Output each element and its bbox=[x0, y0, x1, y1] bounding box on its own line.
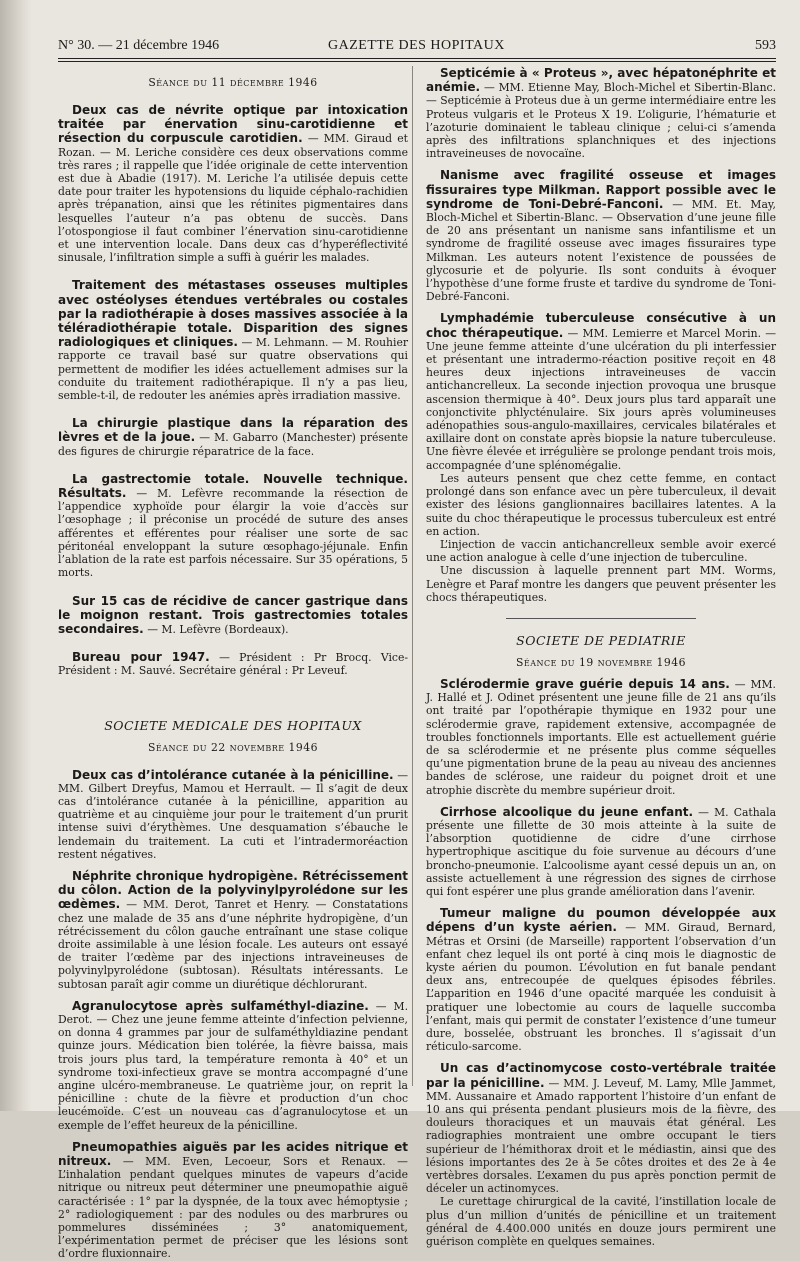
article-body: — MM. J. Hallé et J. Odinet présentent une jeune fille de 21 ans qu’ils ont traité par l’opothérapie thymique en 1932 pour une sclérodermie grave, rapidement extensive, accompagnée de troubles fonctionnels importants. Elle est actuellement guérie de sa sclérodermie et ne présente plus comme séquelles qu’une pigmentation brune de la peau au niveau des anciennes bandes de sclérose, une raideur du poignet droit et une atrophie discrète du membre supérieur droit. bbox=[426, 677, 776, 797]
article bbox=[58, 472, 408, 580]
article-title: Cirrhose alcoolique du jeune enfant. bbox=[440, 804, 694, 819]
page-header bbox=[58, 38, 776, 56]
article bbox=[426, 66, 776, 160]
article-title: Pneumopathies aiguës par les acides nitrique et nitreux. bbox=[58, 1139, 408, 1168]
article-body: — M. Cathala présente une fillette de 30 mois atteinte à la suite de l’absorption quotidienne de cidre d’une cirrhose hypertrophique ascitique du foie survenue au décours d’une broncho-pneumonie. L’alcoolisme ayant cessé depuis un an, on assiste actuellement à une régression des signes de cirrhose qui font espérer une plus grande amélioration dans l’avenir. bbox=[426, 805, 777, 898]
article bbox=[426, 677, 776, 797]
article-body: — M. Lefèvre (Bordeaux). bbox=[147, 622, 289, 636]
article bbox=[426, 805, 776, 898]
article-body: — MM. Even, Lecoeur, Sors et Renaux. — L’inhalation pendant quelques minutes de vapeurs d’acide nitrique ou nitreux peut déterminer une pneumopathie aiguë caractérisée : 1° par la dyspnée, de la toux avec hémoptysie ; 2° radiologiquement : par des nodules ou des marbrures ou pommelures disséminées ; 3° anatomiquement, l’expérimentation permet de préciser que les lésions sont d’ordre fluxionnaire. bbox=[58, 1155, 408, 1261]
article-title: Agranulocytose après sulfaméthyl-diazine. bbox=[72, 998, 369, 1013]
article-paragraph: Le curettage chirurgical de la cavité, l’instillation locale de plus d’un million d’unités de pénicilline et un traitement général de 4.400.000 unités en douze jours permirent une guérison complète en quelques semaines. bbox=[426, 1195, 776, 1249]
article bbox=[58, 594, 408, 637]
article-body: — MM. Etienne May, Bloch-Michel et Sibertin-Blanc. — Septicémie à Proteus due à un germe intermédiaire entre les Proteus vulgaris et le Proteus X 19. L’oligurie, l’hématurie et l’azoturie dominaient le tableau clinique ; celui-ci s’amenda après des infiltrations splanchniques et des injections intraveineuses de novocaïne. bbox=[426, 81, 776, 161]
article-body: — MM. Derot, Tanret et Henry. — Constatations chez une malade de 35 ans d’une néphrite hydropigène, d’un rétrécissement du côlon gauche entraînant une stase colique droite assimilable à une lésion focale. Les auteurs ont essayé de traiter l’œdème par des injections intraveineuses de polyvinylpyrolédone (subtosan). Résultats intéressants. Le subtosan paraît agir comme un diurétique déchlorurant. bbox=[58, 898, 408, 991]
article-title: Tumeur maligne du poumon développée aux dépens d’un kyste aérien. bbox=[426, 906, 776, 935]
article-title: Traitement des métastases osseuses multiples avec ostéolyses étendues vertébrales ou costales par la radiothérapie à doses massives associée à la téléradiothérapie totale. Disparition des signes radiologiques et cliniques. bbox=[58, 278, 408, 350]
article bbox=[426, 1061, 776, 1195]
article-body: — MM. Lemierre et Marcel Morin. — Une jeune femme atteinte d’une ulcération du pli interfessier et présentant une intradermo-réaction positive reçoit en 48 heures deux injections intraveineuses de vaccin antichancrelleux. La seconde injection provoqua une brusque ascension thermique à 40°. Deux jours plus tard apparaît une conjonctivite phlycténulaire. Six jours après volumineuses adénopathies sous-angulo-maxillaires, cervicales bilatérales et axillaire dont on constate après biopsie la nature tuberculeuse. Une fièvre élevée et irrégulière se prolonge pendant trois mois, accompagnée d’une splénomégalie. bbox=[426, 326, 777, 472]
article-title: Deux cas d’intolérance cutanée à la pénicilline. bbox=[72, 767, 394, 782]
article-body: — MM. J. Leveuf, M. Lamy, Mlle Jammet, MM. Aussanaire et Amado rapportent l’histoire d’un enfant de 10 ans qui présenta pendant plusieurs mois de la fièvre, des douleurs thoraciques et un mauvais état général. Les radiographies montraient une ombre occupant le tiers supérieur de l’hémithorax droit et le médiastin, ainsi que des lésions importantes des 2e à 5e côtes droites et des 2e à 4e vertèbres dorsales. L’examen du pus après ponction permit de déceler un actinomyces. bbox=[426, 1076, 776, 1196]
article bbox=[426, 311, 776, 471]
article-title: Nanisme avec fragilité osseuse et images fissuraires type Milkman. Rapport possible avec le syndrome de Toni-Debré-Fanconi. bbox=[426, 168, 776, 211]
article bbox=[58, 1140, 408, 1261]
article-paragraph: Une discussion à laquelle prennent part MM. Worms, Lenègre et Paraf montre les dangers que peuvent présenter les chocs thérapeutiques. bbox=[426, 564, 776, 604]
left-column bbox=[58, 66, 408, 1261]
session-heading: Séance du 22 novembre 1946 bbox=[147, 740, 319, 754]
article-title: Néphrite chronique hydropigène. Rétrécissement du côlon. Action de la polyvinylpyrolédone sur les œdèmes. bbox=[58, 868, 408, 912]
article-body: — M. Lehmann. — M. Rouhier rapporte ce travail basé sur quatre observations qui permettent de modifier les idées actuellement admises sur la conduite du traitement radiothérapique. Il n’y a pas lieu, semble-t-il, de redouter les anémies après irradiation massive. bbox=[58, 336, 408, 403]
article-title: Bureau pour 1947. bbox=[72, 650, 210, 665]
journal-title: GAZETTE DES HOPITAUX bbox=[328, 38, 505, 53]
article-body: — MM. Et. May, Bloch-Michel et Sibertin-Blanc. — Observation d’une jeune fille de 20 ans présentant un nanisme sans infantilisme et un syndrome de fragilité osseuse avec images fissuraires type Milkman. Les auteurs notent l’existence de poussées de glycosurie et de polyurie. Ils sont conduits à évoquer l’hypothèse d’une forme fruste et tardive du syndrome de Toni-Debré-Fanconi. bbox=[426, 197, 776, 304]
article-title: Un cas d’actinomycose costo-vertébrale traitée par la pénicilline. bbox=[426, 1061, 776, 1090]
article-paragraph: L’injection de vaccin antichancrelleux semble avoir exercé une action analogue à celle d’une injection de tuberculine. bbox=[426, 537, 776, 565]
article bbox=[58, 999, 408, 1132]
article-title: La gastrectomie totale. Nouvelle technique. Résultats. bbox=[58, 471, 408, 501]
article bbox=[58, 650, 408, 677]
article bbox=[58, 768, 408, 861]
header-rule bbox=[58, 58, 776, 59]
article-body: — MM. Giraud et Rozan. — M. Leriche considère ces deux observations comme très rares ; il rappelle que l’idée originale de cette intervention est due à Abadie (1917). M. Leriche l’a utilisée depuis cette date pour traiter les hypotensions du liquide céphalo-rachidien après trépanation, ainsi que les rétinites pigmentaires dans lesquelles l’auteur n’a pas obtenu de succès. Dans l’otospongiose il faut combiner l’énervation sinu-carotidienne et une intervention locale. Dans deux cas d’hyperéflectivité sinusale, l’infiltration simple a suffi à guérir les malades. bbox=[58, 132, 408, 265]
article bbox=[58, 869, 408, 991]
article-body: — M. Gabarro (Manchester) présente des figures de chirurgie réparatrice de la face. bbox=[58, 431, 409, 458]
article-title: La chirurgie plastique dans la réparation des lèvres et de la joue. bbox=[58, 416, 408, 445]
binding-gutter bbox=[0, 0, 32, 1111]
session-heading: Séance du 11 décembre 1946 bbox=[148, 76, 318, 89]
society-heading: SOCIETE MEDICALE DES HOPITAUX bbox=[104, 717, 362, 733]
article-title: Septicémie à « Proteus », avec hépatonéphrite et anémie. bbox=[426, 66, 776, 95]
article-body: — Président : Pr Brocq. Vice-Président : M. Sauvé. Secrétaire général : Pr Leveuf. bbox=[58, 651, 408, 678]
article-title: Sclérodermie grave guérie depuis 14 ans. bbox=[440, 676, 730, 691]
right-column bbox=[426, 66, 776, 1248]
header-rule-2 bbox=[58, 61, 776, 62]
article-body: — MM. Gilbert Dreyfus, Mamou et Herrault. — Il s’agit de deux cas d’intolérance cutanée à la pénicilline, apparition au quatrième et au cinquième jour pour le traitement d’un prurit intense suivi d’érythèmes. Une desquamation s’ébauche le lendemain du traitement. La cuti et l’intradermoréaction restent négatives. bbox=[58, 768, 408, 861]
article-paragraph: Les auteurs pensent que chez cette femme, en contact prolongé dans son enfance avec un père tuberculeux, il devait exister des lésions ganglionnaires bacillaires latentes. A la suite du choc thérapeutique le processus tuberculeux est entré en action. bbox=[426, 471, 776, 538]
session-heading: Séance du 19 novembre 1946 bbox=[515, 655, 687, 669]
article bbox=[58, 416, 408, 458]
article-title: Lymphadémie tuberculeuse consécutive à un choc thérapeutique. bbox=[426, 311, 776, 340]
article bbox=[58, 278, 408, 402]
issue-info: N° 30. — 21 décembre 1946 bbox=[58, 38, 220, 53]
article bbox=[426, 906, 776, 1053]
column-separator bbox=[412, 66, 413, 1086]
article-body: — M. Lefèvre recommande la résection de l’appendice xyphoïde pour élargir la voie d’accès sur l’œsophage ; il préconise un procédé de suture des anses afférentes et efférentes pour réaliser une sorte de sac péritonéal enveloppant la suture œsophago-jéjunale. Enfin l’ablation de la rate est parfois nécessaire. Sur 35 opérations, 5 morts. bbox=[58, 487, 408, 580]
article-body: — M. Derot. — Chez une jeune femme atteinte d’infection pelvienne, on donna 4 grammes par jour de sulfaméthyldiazine pendant quinze jours. Médication bien tolérée, la fièvre baissa, mais trois jours plus tard, la température remonta à 40° et un syndrome toxi-infectieux grave se montra accompagné d’une angine ulcéro-membraneuse. Le quatrième jour, on reprit la pénicilline : chute de la fièvre et production d’un choc leucémoïde. C’est un nouveau cas d’agranulocytose et un exemple de l’effet heureux de la pénicilline. bbox=[58, 999, 409, 1132]
article bbox=[426, 168, 776, 303]
society-heading: SOCIETE DE PEDIATRIE bbox=[516, 632, 686, 648]
article-title: Sur 15 cas de récidive de cancer gastrique dans le moignon restant. Trois gastrectomies totales secondaires. bbox=[58, 593, 408, 636]
article-body: — MM. Giraud, Bernard, Métras et Orsini (de Marseille) rapportent l’observation d’un enfant chez lequel ils ont porté à cinq mois le diagnostic de kyste aérien du poumon. L’évolution en fut banale pendant deux ans, entrecoupée de quelques épisodes fébriles. L’apparition en 1946 d’une opacité marquée les conduisit à pratiquer une lobectomie au cours de laquelle succomba l’enfant, mais qui permit de constater l’existence d’une tumeur dure, bosselée, obstruant les bronches. Il s’agissait d’un réticulo-sarcome. bbox=[426, 921, 776, 1054]
article bbox=[58, 103, 408, 264]
page-number: 593 bbox=[755, 38, 776, 53]
article-title: Deux cas de névrite optique par intoxication traitée par énervation sinu-carotidienne et résection du corpuscule carotidien. bbox=[58, 103, 408, 146]
